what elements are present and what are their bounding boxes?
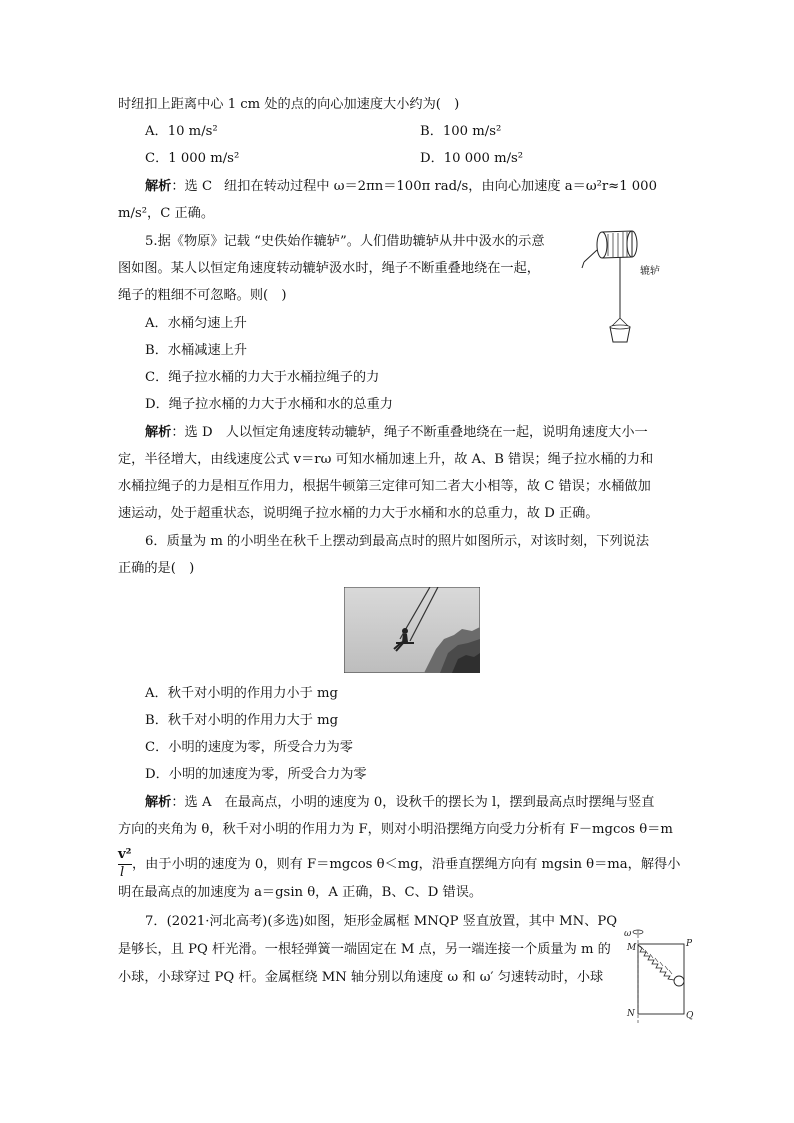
q4-option-c: C．1 000 m/s²	[145, 151, 240, 166]
q5-solution-line4: 速运动，处于超重状态，说明绳子拉水桶的力大于水桶和水的总重力，故 D 正确。	[118, 506, 599, 521]
label-q: Q	[686, 1011, 694, 1021]
windlass-figure	[580, 228, 680, 346]
q5-stem-line1: 5.据《物原》记载 “史佚始作辘轳”。人们借助辘轳从井中汲水的示意	[145, 234, 545, 249]
q4-solution-answer: ：选 C	[171, 179, 213, 194]
label-n: N	[627, 1009, 635, 1019]
q7-stem-line3: 小球，小球穿过 PQ 杆。金属框绕 MN 轴分别以角速度 ω 和 ω′ 匀速转动时，小球	[118, 970, 604, 985]
q7-stem-line1: 7．(2021·河北高考)(多选)如图，矩形金属框 MNQP 竖直放置，其中 MN、PQ	[145, 914, 618, 929]
q6-solution-line1	[145, 794, 654, 812]
q4-option-a: A．10 m/s²	[145, 124, 218, 139]
q5-option-d: D．绳子拉水桶的力大于水桶和水的总重力	[145, 397, 393, 412]
q5-solution-line3: 水桶拉绳子的力是相互作用力，根据牛顿第三定律可知二者大小相等，故 C 错误；水桶做加	[118, 479, 651, 494]
q5-solution-text1: ：选 D 人以恒定角速度转动辘轳，绳子不断重叠地绕在一起，说明角速度大小一	[171, 425, 648, 440]
q5-solution-line2: 定，半径增大，由线速度公式 v＝rω 可知水桶加速上升，故 A、B 错误；绳子拉水桶的力和	[118, 452, 654, 467]
q6-solution-label: 解析	[145, 795, 172, 810]
omega-label: ω	[624, 929, 632, 939]
q5-option-b: B．水桶减速上升	[145, 343, 248, 358]
q5-stem-line2: 图如图。某人以恒定角速度转动辘轳汲水时，绳子不断重叠地绕在一起，	[118, 261, 540, 276]
q7-stem-line2: 是够长，且 PQ 杆光滑。一根轻弹簧一端固定在 M 点，另一端连接一个质量为 m 的	[118, 942, 611, 957]
q6-option-b: B．秋千对小明的作用力大于 mg	[145, 713, 339, 728]
q4-solution-line2: m/s²，C 正确。	[118, 206, 215, 221]
q6-solution-line2: 方向的夹角为 θ，秋千对小明的作用力为 F，则对小明沿摆绳方向受力分析有 F－mgcos θ＝m	[118, 822, 673, 837]
q6-option-c: C．小明的速度为零，所受合力为零	[145, 740, 353, 755]
q6-stem-line1: 6．质量为 m 的小明坐在秋千上摆动到最高点时的照片如图所示，对该时刻，下列说法	[145, 534, 650, 549]
metal-frame-figure	[622, 924, 700, 1024]
q6-stem-line2: 正确的是( )	[118, 561, 195, 576]
q6-fraction-num: v²	[118, 847, 132, 862]
q6-option-a: A．秋千对小明的作用力小于 mg	[145, 686, 338, 701]
q6-option-d: D．小明的加速度为零，所受合力为零	[145, 767, 367, 782]
q6-solution-line4: 明在最高点的加速度为 a＝gsin θ，A 正确，B、C、D 错误。	[118, 885, 483, 900]
q4-stem: 时纽扣上距离中心 1 cm 处的点的向心加速度大小约为( )	[118, 97, 460, 112]
q6-solution-line3: ，由于小明的速度为 0，则有 F＝mgcos θ＜mg，沿垂直摆绳方向有 mgsin θ＝ma，解得小	[132, 857, 681, 872]
label-m: M	[627, 943, 637, 953]
q5-option-c: C．绳子拉水桶的力大于水桶拉绳子的力	[145, 370, 380, 385]
q5-stem-line3: 绳子的粗细不可忽略。则( )	[118, 288, 287, 303]
q4-option-d: D．10 000 m/s²	[420, 151, 524, 166]
windlass-label: 辘轳	[640, 266, 660, 277]
q4-option-b: B．100 m/s²	[420, 124, 502, 139]
swing-photo	[344, 587, 480, 673]
q6-solution-text1: ：选 A 在最高点，小明的速度为 0，设秋千的摆长为 l，摆到最高点时摆绳与竖直	[171, 795, 655, 810]
q4-solution-text: 纽扣在转动过程中 ω＝2πn＝100π rad/s，由向心加速度 a＝ω²r≈1 000	[224, 179, 657, 194]
q5-solution-line1	[145, 424, 648, 442]
label-p: P	[686, 939, 693, 949]
q6-fraction-den: l	[120, 865, 125, 880]
q5-option-a: A．水桶匀速上升	[145, 316, 247, 331]
q4-solution-label: 解析	[145, 179, 172, 194]
q4-solution-line1	[145, 178, 657, 196]
q5-solution-label: 解析	[145, 425, 172, 440]
